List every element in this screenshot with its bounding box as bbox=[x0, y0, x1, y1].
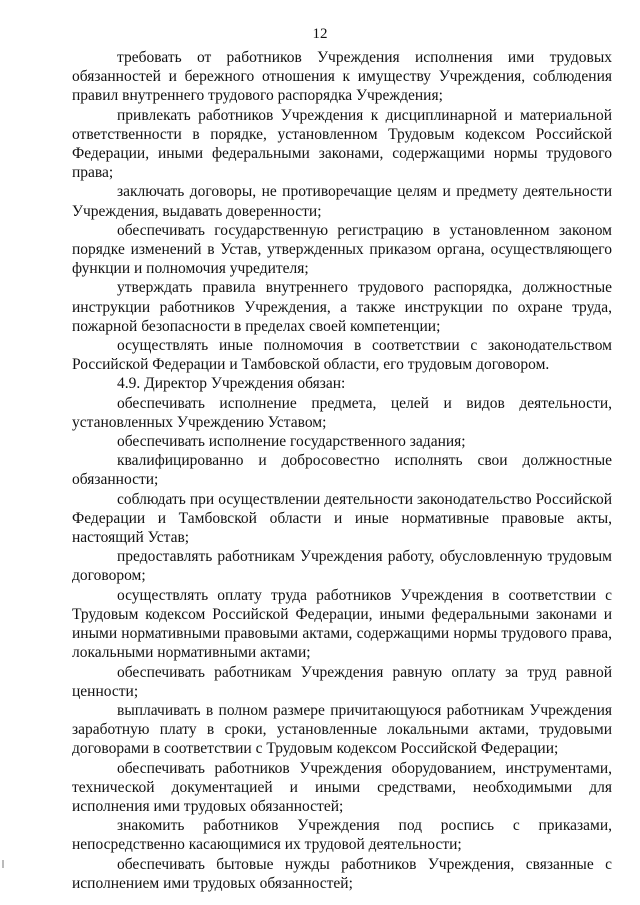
section-heading: 4.9. Директор Учреждения обязан: bbox=[117, 375, 346, 393]
paragraph: требовать от работников Учреждения исполнения ими трудовых обязанностей и бережного отношения к имуществу Учреждения, соблюдения правил внутреннего трудового распорядка Учреждения; bbox=[72, 49, 612, 105]
paragraph: обеспечивать исполнение предмета, целей и видов деятельности, установленных Учреждению Уставом; bbox=[72, 394, 612, 431]
paragraph: квалифицированно и добросовестно исполнять свои должностные обязанности; bbox=[72, 452, 612, 489]
paragraph: обеспечивать бытовые нужды работников Учреждения, связанные с исполнением ими трудовых обязанностей; bbox=[72, 855, 612, 892]
paragraph: обеспечивать работников Учреждения оборудованием, инструментами, технической документацией и иными средствами, необходимыми для исполнения ими трудовых обязанностей; bbox=[72, 759, 612, 815]
paragraph: предоставлять работникам Учреждения работу, обусловленную трудовым договором; bbox=[72, 548, 612, 585]
scan-margin-mark bbox=[2, 860, 4, 868]
paragraph: знакомить работников Учреждения под роспись с приказами, непосредственно касающимися их трудовой деятельности; bbox=[72, 817, 612, 854]
paragraph: обеспечивать исполнение государственного задания; bbox=[117, 433, 466, 451]
paragraph: утверждать правила внутреннего трудового распорядка, должностные инструкции работников Учреждения, а также инструкции по охране труда, пожарной безопасности в пределах своей компетенции; bbox=[72, 279, 612, 335]
paragraph: обеспечивать работникам Учреждения равную оплату за труд равной ценности; bbox=[72, 663, 612, 700]
paragraph: обеспечивать государственную регистрацию в установленном законом порядке изменений в Устав, утвержденных приказом органа, осуществляющего функции и полномочия учредителя; bbox=[72, 221, 612, 278]
paragraph: осуществлять оплату труда работников Учреждения в соответствии с Трудовым кодексом Российской Федерации, иными федеральными законами и иными нормативными правовыми актами, содержащими нормы трудового права, локальными нормативными актами; bbox=[72, 586, 612, 662]
paragraph: заключать договоры, не противоречащие целям и предмету деятельности Учреждения, выдавать доверенности; bbox=[72, 183, 612, 220]
page-number: 12 bbox=[312, 26, 328, 42]
paragraph: осуществлять иные полномочия в соответствии с законодательством Российской Федерации и Тамбовской области, его трудовым договором. bbox=[72, 337, 612, 374]
paragraph: выплачивать в полном размере причитающуюся работникам Учреждения заработную плату в сроки, установленные локальными актами, трудовыми договорами в соответствии с Трудовым кодексом Российской Федерации; bbox=[72, 701, 612, 758]
document-body bbox=[72, 48, 612, 893]
paragraph: привлекать работников Учреждения к дисциплинарной и материальной ответственности в порядке, установленном Трудовым кодексом Российской Федерации, иными федеральными законами, содержащими нормы трудового права; bbox=[72, 106, 612, 182]
paragraph: соблюдать при осуществлении деятельности законодательство Российской Федерации и Тамбовской области и иные нормативные правовые акты, настоящий Устав; bbox=[72, 490, 612, 547]
